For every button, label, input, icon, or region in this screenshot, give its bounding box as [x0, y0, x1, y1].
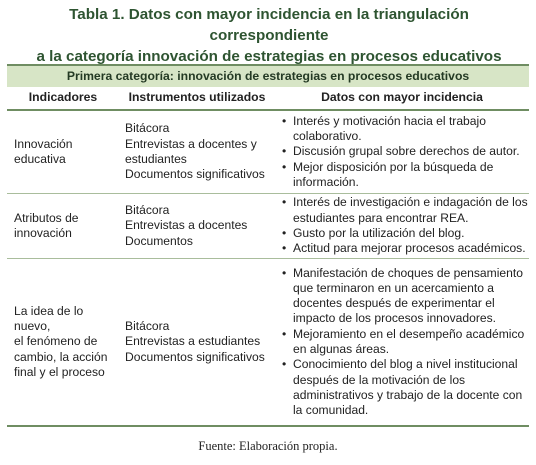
cell-line: administrativos y trabajo de la docente con: [293, 387, 523, 402]
cell-line: Entrevistas a docentes y: [125, 136, 257, 151]
column-header-data: Datos con mayor incidencia: [275, 87, 529, 110]
table-row: [7, 259, 529, 427]
cell-line: estudiantes: [125, 152, 187, 166]
data-list: [281, 266, 529, 419]
data-item: [281, 266, 529, 327]
cell-line: educativa: [14, 152, 66, 166]
cell-line: impacto de los procesos innovadores.: [293, 311, 497, 326]
indicator-cell: [7, 194, 119, 259]
results-table: [7, 64, 529, 427]
instruments-cell: [119, 194, 275, 259]
cell-line: • Conocimiento del blog a nivel institucional: [293, 357, 518, 372]
data-item: [281, 357, 529, 418]
data-item: [281, 114, 529, 145]
cell-line: Atributos de: [14, 210, 79, 225]
table-row: [7, 110, 529, 194]
instruments-cell: [119, 259, 275, 427]
cell-line: Bitácora: [125, 121, 170, 136]
cell-line: Entrevistas a docentes: [125, 218, 248, 233]
cell-line: después de la motivación de los: [293, 372, 466, 387]
cell-line: • Mejoramiento en el desempeño académico: [293, 326, 525, 341]
data-list: [281, 195, 529, 256]
indicator-cell: [7, 259, 119, 427]
cell-line: la comunidad.: [293, 403, 369, 418]
cell-line: el fenómeno de: [14, 334, 98, 349]
table-row: [7, 194, 529, 259]
table-title-line-1: Tabla 1. Datos con mayor incidencia en la triangulación correspondiente: [69, 6, 469, 44]
data-item: [281, 241, 529, 256]
data-list: [281, 114, 529, 190]
table-title-line-2: a la categoría innovación de estrategias en procesos educativos: [36, 48, 502, 65]
cell-line: Innovación: [14, 136, 73, 151]
table-title: [0, 0, 536, 67]
cell-line: que terminaron en un acercamiento a: [293, 280, 495, 295]
cell-line: final y el proceso: [14, 364, 105, 379]
cell-line: cambio, la acción: [14, 349, 108, 364]
source-note: Fuente: Elaboración propia.: [198, 439, 338, 453]
cell-line: Documentos significativos: [125, 167, 265, 182]
instruments-cell: [119, 110, 275, 194]
cell-line: Bitácora: [125, 319, 170, 334]
data-item: [281, 195, 529, 226]
data-cell: [275, 259, 529, 427]
cell-line: estudiantes para encontrar REA.: [293, 210, 469, 225]
indicator-cell: [7, 110, 119, 194]
cell-line: La idea de lo nuevo,: [14, 303, 84, 334]
cell-line: Documentos: [125, 233, 193, 248]
category-header: Primera categoría: innovación de estrategias en procesos educativos: [7, 65, 529, 87]
cell-line: Documentos significativos: [125, 349, 265, 364]
column-header-instruments: Instrumentos utilizados: [119, 87, 275, 110]
cell-line: información.: [293, 174, 359, 189]
data-item: [281, 160, 529, 191]
cell-line: innovación: [14, 226, 72, 240]
cell-line: • Actitud para mejorar procesos académicos.: [293, 241, 526, 256]
cell-line: • Gusto por la utilización del blog.: [293, 226, 465, 240]
data-item: [281, 327, 529, 358]
cell-line: • Manifestación de choques de pensamiento: [293, 265, 523, 280]
cell-line: colaborativo.: [293, 129, 362, 144]
cell-line: Entrevistas a estudiantes: [125, 334, 261, 349]
data-cell: [275, 110, 529, 194]
column-header-indicators: Indicadores: [7, 87, 119, 110]
cell-line: • Discusión grupal sobre derechos de autor.: [293, 144, 520, 159]
cell-line: en algunas áreas.: [293, 342, 390, 356]
cell-line: docentes después de experimentar el: [293, 296, 495, 311]
data-item: [281, 226, 529, 241]
cell-line: • Interés de investigación e indagación de los: [293, 195, 528, 210]
cell-line: • Mejor disposición por la búsqueda de: [293, 159, 494, 174]
data-item: [281, 144, 529, 159]
data-cell: [275, 194, 529, 259]
cell-line: Bitácora: [125, 203, 170, 218]
cell-line: • Interés y motivación hacia el trabajo: [293, 113, 486, 128]
